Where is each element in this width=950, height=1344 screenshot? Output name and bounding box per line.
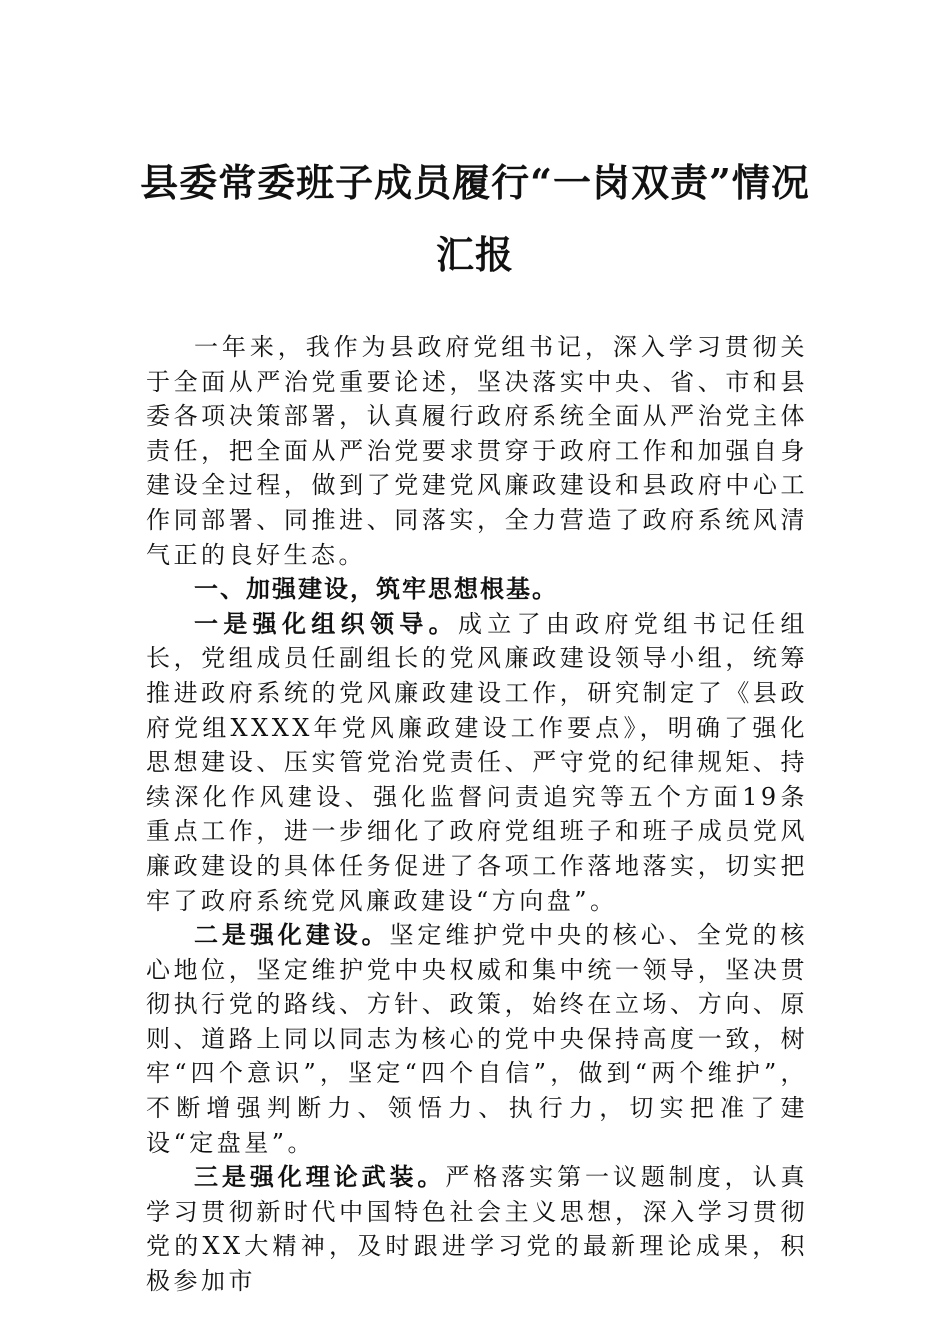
paragraph-text: 成立了由政府党组书记任组长，党组成员任副组长的党风廉政建设领导小组，统筹推进政府系统的党风廉政建设工作，研究制定了《县政府党组XXXX年党风廉政建设工作要点》，明确了强化思想建设、压实管党治党责任、严守党的纪律规矩、持续深化作风建设、强化监督问责追究等五个方面19条重点工作，进一步细化了政府党组班子和班子成员党风廉政建设的具体任务促进了各项工作落地落实，切实把牢了政府系统党风廉政建设“方向盘”。 <box>146 609 809 915</box>
paragraph-lead: 三是强化理论武装。 <box>194 1162 446 1192</box>
paragraph-lead: 二是强化建设。 <box>194 920 390 950</box>
paragraph-organization-leadership <box>146 607 808 918</box>
paragraph-lead: 一是强化组织领导。 <box>194 608 458 638</box>
paragraph-theory-armament <box>146 1160 808 1298</box>
paragraph-text: 一年来，我作为县政府党组书记，深入学习贯彻关于全面从严治党重要论述，坚决落实中央、省、市和县委各项决策部署，认真履行政府系统全面从严治党主体责任，把全面从严治党要求贯穿于政府工作和加强自身建设全过程，做到了党建党风廉政建设和县政府中心工作同部署、同推进、同落实，全力营造了政府系统风清气正的良好生态。 <box>146 333 808 569</box>
document-title-line-2: 汇报 <box>435 232 514 277</box>
paragraph-text: 坚定维护党中央的核心、全党的核心地位，坚定维护党中央权威和集中统一领导，坚决贯彻执行党的路线、方针、政策，始终在立场、方向、原则、道路上同以同志为核心的党中央保持高度一致，树牢“四个意识”，坚定“四个自信”，做到“两个维护”，不断增强判断力、领悟力、执行力，切实把准了建设“定盘星”。 <box>146 921 808 1157</box>
document-title-line-1: 县委常委班子成员履行“一岗双责”情况 <box>140 160 810 205</box>
section-heading-1: 一、加强建设，筑牢思想根基。 <box>194 575 558 604</box>
paragraph-text: 严格落实第一议题制度，认真学习贯彻新时代中国特色社会主义思想，深入学习贯彻党的XX大精神，及时跟进学习党的最新理论成果，积极参加市 <box>146 1163 809 1296</box>
intro-paragraph <box>146 330 808 572</box>
document-body <box>146 330 808 1299</box>
paragraph-strengthen-building <box>146 918 808 1160</box>
